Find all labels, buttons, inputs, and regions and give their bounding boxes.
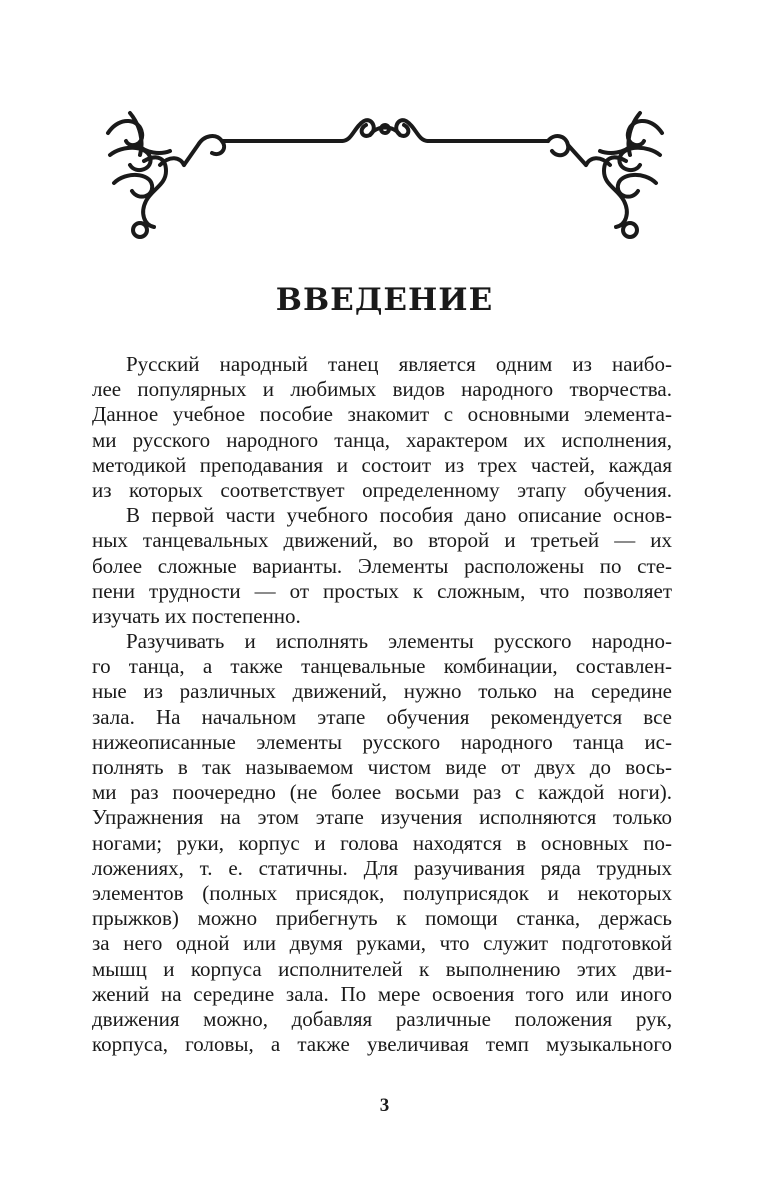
text-line: Русский народный танец является одним из наибо- xyxy=(126,352,672,376)
text-line: за него одной или двумя руками, что служит подготовкой xyxy=(92,931,672,956)
text-line: ных танцевальных движений, во второй и третьей — их xyxy=(92,528,672,553)
text-line: мышц и корпуса исполнителей к выполнению этих дви- xyxy=(92,956,672,981)
text-line: изучать их постепенно. xyxy=(92,603,301,628)
text-line: Данное учебное пособие знакомит с основными элемента- xyxy=(92,402,672,427)
text-line: ми русского народного танца, характером их исполнения, xyxy=(92,427,672,452)
text-line: Упражнения на этом этапе изучения исполняются только xyxy=(92,805,672,830)
text-line: ми раз поочередно (не более восьми раз с каждой ноги). xyxy=(92,780,672,805)
text-line: корпуса, головы, а также увеличивая темп музыкального xyxy=(92,1032,672,1057)
text-line: го танца, а также танцевальные комбинации, составлен- xyxy=(92,654,672,679)
text-line: пени трудности — от простых к сложным, что позволяет xyxy=(92,578,672,603)
text-line: ложениях, т. е. статичны. Для разучивания ряда трудных xyxy=(92,855,672,880)
decorative-header-flourish-icon xyxy=(100,105,670,240)
text-line: из которых соответствует определенному этапу обучения. xyxy=(92,477,672,502)
body-text xyxy=(92,352,672,1057)
text-line: лее популярных и любимых видов народного творчества. xyxy=(92,377,672,402)
page-title: ВВЕДЕНИЕ xyxy=(275,282,494,318)
text-line: прыжков) можно прибегнуть к помощи станка, держась xyxy=(92,906,672,931)
text-line: ногами; руки, корпус и голова находятся в основных по- xyxy=(92,830,672,855)
text-line: ные из различных движений, нужно только на середине xyxy=(92,679,672,704)
text-line: Разучивать и исполнять элементы русского народно- xyxy=(126,629,672,654)
text-line: В первой части учебного пособия дано описание основ- xyxy=(126,503,672,528)
text-line: полнять в так называемом чистом виде от двух до вось- xyxy=(92,755,672,779)
text-line: более сложные варианты. Элементы расположены по сте- xyxy=(92,553,672,578)
text-line: элементов (полных присядок, полуприсядок и некоторых xyxy=(92,880,672,905)
page-number: 3 xyxy=(379,1095,390,1116)
text-line: методикой преподавания и состоит из трех частей, каждая xyxy=(92,452,672,477)
text-line: жений на середине зала. По мере освоения того или иного xyxy=(92,981,672,1006)
text-line: движения можно, добавляя различные положения рук, xyxy=(92,1006,672,1031)
text-line: зала. На начальном этапе обучения рекомендуется все xyxy=(92,704,672,729)
text-line: нижеописанные элементы русского народного танца ис- xyxy=(92,729,672,754)
